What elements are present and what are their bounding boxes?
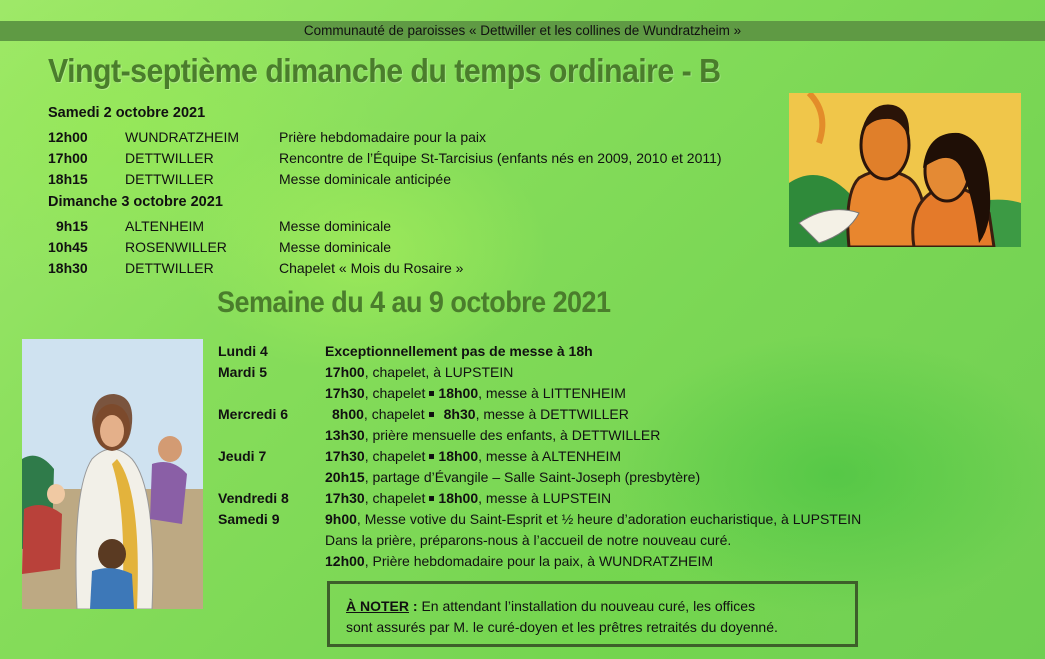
event-text: , partage d’Évangile – Salle Saint-Joseph (presbytère)	[364, 469, 701, 485]
row-time: 18h15	[48, 171, 88, 187]
row-place: DETTWILLER	[125, 260, 214, 276]
bullet-square-icon	[429, 391, 434, 396]
event-text: Dans la prière, préparons-nous à l’accueil de notre nouveau curé.	[325, 532, 732, 548]
week-day: Jeudi 7	[218, 448, 267, 464]
notice-text-2: sont assurés par M. le curé-doyen et les prêtres retraités du doyenné.	[346, 619, 778, 635]
row-desc: Messe dominicale	[279, 218, 392, 234]
row-place: DETTWILLER	[125, 171, 214, 187]
day-heading-saturday: Samedi 2 octobre 2021	[48, 105, 206, 121]
week-day: Lundi 4	[218, 343, 268, 359]
event-text: , Messe votive du Saint-Esprit et ½ heure d’adoration eucharistique, à LUPSTEIN	[356, 511, 862, 527]
bullet-square-icon	[429, 454, 434, 459]
event-time: 18h00	[438, 385, 479, 401]
week-title: Semaine du 4 au 9 octobre 2021	[217, 286, 611, 319]
illustration-svg	[22, 339, 203, 609]
event-time: 18h00	[438, 490, 479, 506]
notice-box	[327, 581, 858, 647]
week-day: Samedi 9	[218, 511, 280, 527]
event-time: 8h00	[332, 406, 364, 422]
parish-banner-text: Communauté de paroisses « Dettwiller et les collines de Wundratzheim »	[303, 23, 742, 38]
notice-separator: :	[409, 598, 422, 614]
painting-two-figures-image	[789, 93, 1021, 247]
row-time: 9h15	[56, 218, 88, 234]
event-text: , chapelet	[363, 406, 425, 422]
bullet-square-icon	[429, 412, 434, 417]
event-text: , prière mensuelle des enfants, à DETTWILLER	[364, 427, 661, 443]
row-place: ALTENHEIM	[125, 218, 205, 234]
event-text: , chapelet	[364, 490, 426, 506]
event-time: 8h30	[443, 406, 476, 422]
week-event-bold: Exceptionnellement pas de messe à 18h	[325, 343, 593, 359]
row-place: WUNDRATZHEIM	[125, 129, 240, 145]
painting-svg	[789, 93, 1021, 247]
event-time: 13h30	[325, 427, 365, 443]
jesus-with-children-image	[22, 339, 203, 609]
event-time: 17h00	[325, 364, 365, 380]
row-desc: Rencontre de l’Équipe St-Tarcisius (enfants nés en 2009, 2010 et 2011)	[279, 150, 722, 166]
row-desc: Chapelet « Mois du Rosaire »	[279, 260, 464, 276]
row-time: 18h30	[48, 260, 88, 276]
day-heading-sunday: Dimanche 3 octobre 2021	[48, 194, 223, 210]
event-time: 12h00	[325, 553, 365, 569]
row-time: 10h45	[48, 239, 88, 255]
week-day: Mardi 5	[218, 364, 268, 380]
notice-text-1: En attendant l’installation du nouveau curé, les offices	[421, 598, 756, 614]
parish-banner	[0, 21, 1045, 41]
event-time: 9h00	[325, 511, 357, 527]
event-text: , messe à LUPSTEIN	[478, 490, 612, 506]
row-desc: Messe dominicale	[279, 239, 392, 255]
page-title: Vingt-septième dimanche du temps ordinaire - B	[48, 52, 721, 89]
notice-label: À NOTER	[346, 598, 409, 614]
bullet-square-icon	[429, 496, 434, 501]
event-time: 18h00	[438, 448, 479, 464]
row-time: 17h00	[48, 150, 88, 166]
row-place: DETTWILLER	[125, 150, 214, 166]
event-time: 17h30	[325, 448, 365, 464]
week-day: Vendredi 8	[218, 490, 289, 506]
event-text: , Prière hebdomadaire pour la paix, à WUNDRATZHEIM	[364, 553, 714, 569]
event-text: , messe à DETTWILLER	[475, 406, 629, 422]
row-place: ROSENWILLER	[125, 239, 227, 255]
event-text: , chapelet	[364, 385, 426, 401]
row-desc: Prière hebdomadaire pour la paix	[279, 129, 487, 145]
notice-line-1	[346, 596, 855, 617]
event-text: , chapelet	[364, 448, 426, 464]
event-text: , chapelet, à LUPSTEIN	[364, 364, 514, 380]
event-text: , messe à ALTENHEIM	[478, 448, 622, 464]
event-time: 17h30	[325, 385, 365, 401]
row-desc: Messe dominicale anticipée	[279, 171, 451, 187]
event-text: , messe à LITTENHEIM	[478, 385, 626, 401]
event-time: 17h30	[325, 490, 365, 506]
event-time: 20h15	[325, 469, 365, 485]
row-time: 12h00	[48, 129, 88, 145]
week-day: Mercredi 6	[218, 406, 289, 422]
